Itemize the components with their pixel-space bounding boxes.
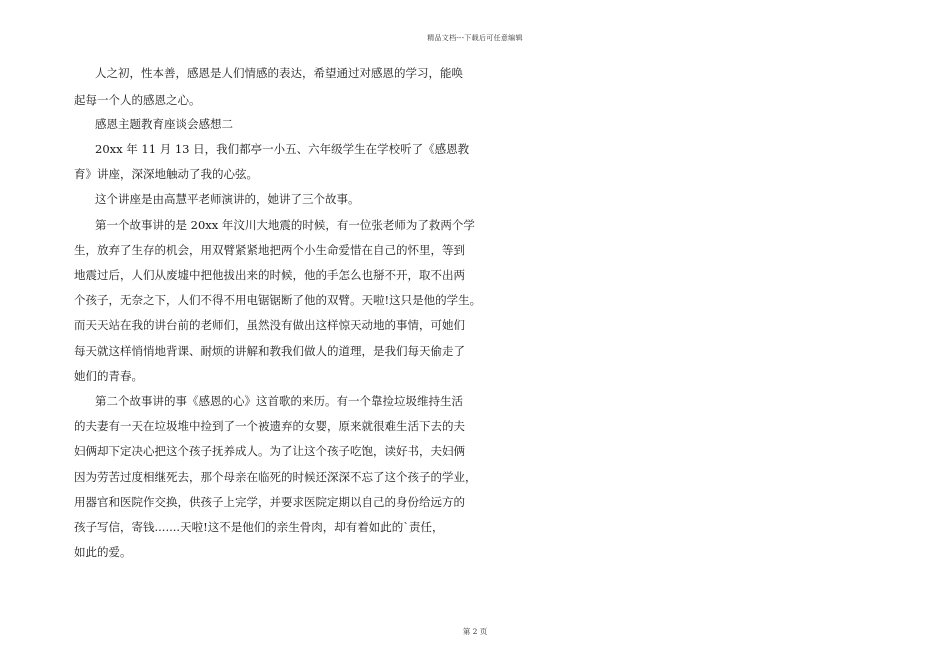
- paragraph-line: 人之初，性本善，感恩是人们情感的表达，希望通过对感恩的学习，能唤: [95, 66, 463, 80]
- paragraph-line: 地震过后，人们从废墟中把他拔出来的时候，他的手怎么也掰不开，取不出两: [74, 268, 465, 282]
- paragraph-line: 的夫妻有一天在垃圾堆中捡到了一个被遗弃的女婴，原来就很难生活下去的夫: [74, 419, 465, 433]
- paragraph-line: 她们的青春。: [74, 369, 143, 383]
- paragraph-line: 第一个故事讲的是 20xx 年汶川大地震的时候，有一位张老师为了救两个学: [95, 218, 475, 232]
- paragraph-line: 因为劳苦过度相继死去，那个母亲在临死的时候还深深不忘了这个孩子的学业，: [74, 470, 477, 484]
- paragraph-line: 起每一个人的感恩之心。: [74, 93, 201, 107]
- paragraph-line: 个孩子，无奈之下，人们不得不用电锯锯断了他的双臂。天啦!这只是他的学生。: [74, 293, 482, 307]
- paragraph-line: 孩子写信，寄钱.......天啦!这不是他们的亲生骨肉，却有着如此的`责任，: [74, 520, 444, 534]
- page-number: 第 2 页: [462, 627, 488, 636]
- paragraph-line: 每天就这样悄悄地背课、耐烦的讲解和教我们做人的道理，是我们每天偷走了: [74, 344, 465, 358]
- paragraph-line: 妇俩却下定决心把这个孩子抚养成人。为了让这个孩子吃饱，读好书，夫妇俩: [74, 444, 465, 458]
- paragraph-line: 而天天站在我的讲台前的老师们，虽然没有做出这样惊天动地的事情，可她们: [74, 318, 465, 332]
- page-header: 精品文档---下载后可任意编辑: [427, 34, 523, 42]
- paragraph-line: 这个讲座是由高慧平老师演讲的，她讲了三个故事。: [95, 192, 360, 206]
- paragraph-line: 育》讲座，深深地触动了我的心弦。: [74, 167, 258, 181]
- paragraph-line: 第二个故事讲的事《感恩的心》这首歌的来历。有一个靠捡垃圾维持生活: [95, 394, 463, 408]
- paragraph-line: 如此的爱。: [74, 545, 132, 559]
- section-heading: 感恩主题教育座谈会感想二: [95, 117, 233, 131]
- paragraph-line: 用器官和医院作交换，供孩子上完学，并要求医院定期以自己的身份给远方的: [74, 495, 465, 509]
- paragraph-line: 生，放弃了生存的机会，用双臂紧紧地把两个小生命爱惜在自己的怀里，等到: [74, 243, 465, 257]
- paragraph-line: 20xx 年 11 月 13 日，我们都亭一小五、六年级学生在学校听了《感恩教: [95, 142, 470, 156]
